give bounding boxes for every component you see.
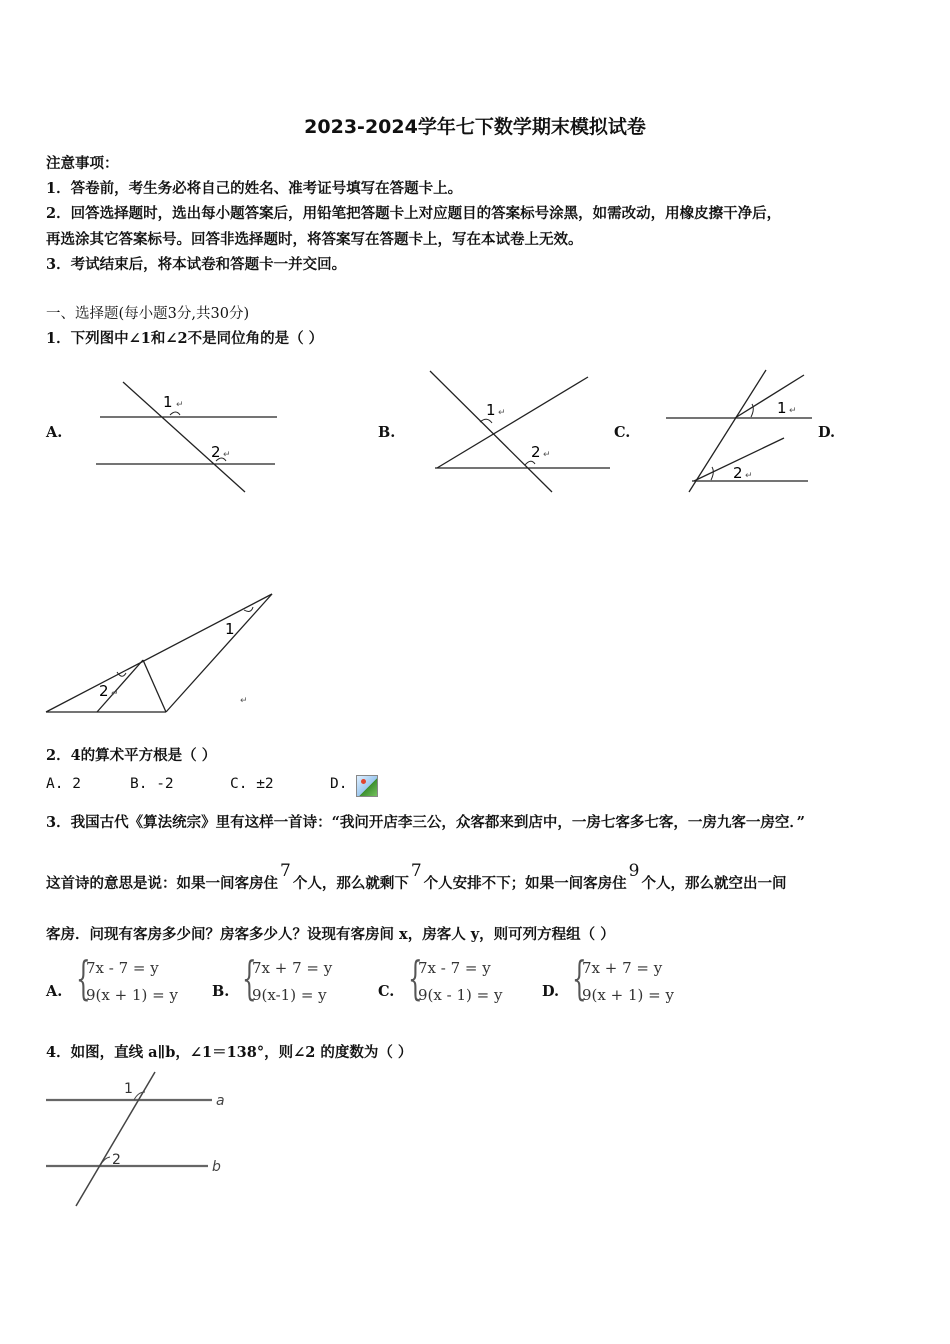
q3-text: 个人，那么就剩下 (292, 875, 409, 892)
angle-2-label: 2 (112, 1152, 121, 1168)
angle-1-label: 1 (225, 620, 235, 638)
q1-option-a-label: A. (46, 424, 63, 441)
angle-1-label: 1 (777, 399, 787, 417)
q1-figure-b (425, 368, 620, 498)
notice-item: 3．考试结束后，将本试卷和答题卡一并交回。 (46, 256, 347, 273)
q3-option-b-system (242, 951, 372, 1014)
q2-option-d: D. (330, 776, 348, 792)
q3-text: 个人，那么就空出一间 (641, 875, 787, 892)
q2-option-b: B. -2 (130, 776, 174, 792)
q3-number: 9 (628, 861, 640, 881)
equation-1: 7x - 7 = y (418, 959, 491, 977)
broken-image-icon (356, 775, 378, 797)
brace-icon: { (572, 951, 587, 1005)
enter-mark: ↵ (789, 406, 797, 416)
q3-option-a-label: A. (46, 983, 63, 1000)
enter-mark: ↵ (176, 400, 184, 410)
brace-icon: { (76, 951, 91, 1005)
angle-2-label: 2 (211, 443, 221, 461)
q1-figure-a (90, 375, 290, 500)
enter-mark: ↵ (111, 689, 119, 699)
q1-figure-d (40, 588, 280, 718)
q3-option-b-label: B. (212, 983, 230, 1000)
q4-figure (42, 1070, 242, 1210)
q3-option-d-system (572, 951, 702, 1014)
brace-icon: { (242, 951, 257, 1005)
q1-figure-c (660, 366, 820, 496)
angle-1-label: 1 (124, 1081, 133, 1097)
question-3-line3: 客房．问现有客房多少间？房客多少人？设现有客房间 x，房客人 y，则可列方程组（ ） (46, 926, 615, 943)
question-4-stem: 4．如图，直线 a∥b，∠1＝138°，则∠2 的度数为（ ） (46, 1044, 413, 1061)
q3-option-a-system (76, 951, 206, 1014)
enter-mark: ↵ (543, 450, 551, 460)
question-2-stem: 2．4的算术平方根是（ ） (46, 747, 217, 764)
equation-2: 9(x + 1) = y (86, 986, 178, 1004)
notice-item: 2．回答选择题时，选出每小题答案后，用铅笔把答题卡上对应题目的答案标号涂黑，如需改动，用橡皮擦干净后， (46, 205, 782, 222)
q1-option-d-label: D. (818, 424, 836, 441)
equation-2: 9(x-1) = y (252, 986, 327, 1004)
q3-text: 个人安排不下；如果一间客房住 (423, 875, 627, 892)
line-b-label: b (212, 1159, 221, 1175)
angle-2-label: 2 (531, 443, 541, 461)
angle-1-label: 1 (486, 401, 496, 419)
brace-icon: { (408, 951, 423, 1005)
line-a-label: a (216, 1093, 225, 1109)
q3-number: 7 (280, 861, 291, 881)
q1-option-b-label: B. (378, 424, 396, 441)
angle-1-label: 1 (163, 393, 173, 411)
enter-mark: ↵ (745, 471, 753, 481)
q3-option-c-system (408, 951, 538, 1014)
equation-1: 7x + 7 = y (582, 959, 663, 977)
notice-item: 再选涂其它答案标号。回答非选择题时，将答案写在答题卡上，写在本试卷上无效。 (46, 231, 583, 248)
q1-option-c-label: C. (614, 424, 631, 441)
enter-mark: ↵ (498, 408, 506, 418)
q3-option-c-label: C. (378, 983, 395, 1000)
q3-number: 7 (410, 861, 422, 881)
q2-option-a: A. 2 (46, 776, 81, 792)
q3-text: 这首诗的意思是说：如果一间客房住 (46, 875, 278, 892)
angle-2-label: 2 (733, 464, 743, 482)
equation-1: 7x - 7 = y (86, 959, 159, 977)
question-1-stem: 1．下列图中∠1和∠2不是同位角的是（ ） (46, 330, 324, 347)
q2-option-c: C. ±2 (230, 776, 274, 792)
equation-2: 9(x - 1) = y (418, 986, 503, 1004)
page-title: 2023-2024学年七下数学期末模拟试卷 (304, 116, 646, 138)
angle-2-label: 2 (99, 682, 109, 700)
enter-mark: ↵ (240, 696, 248, 706)
q3-option-d-label: D. (542, 983, 560, 1000)
equation-2: 9(x + 1) = y (582, 986, 674, 1004)
question-3-line1: 3．我国古代《算法统宗》里有这样一首诗：“我问开店李三公，众客都来到店中，一房七客多七客，一房九客一房空．” (46, 814, 806, 831)
section-heading: 一、选择题(每小题3分,共30分) (46, 306, 250, 322)
question-3-line2 (46, 861, 787, 893)
enter-mark: ↵ (223, 450, 231, 460)
notice-heading: 注意事项： (46, 155, 119, 172)
equation-1: 7x + 7 = y (252, 959, 333, 977)
notice-item: 1．答卷前，考生务必将自己的姓名、准考证号填写在答题卡上。 (46, 180, 463, 197)
